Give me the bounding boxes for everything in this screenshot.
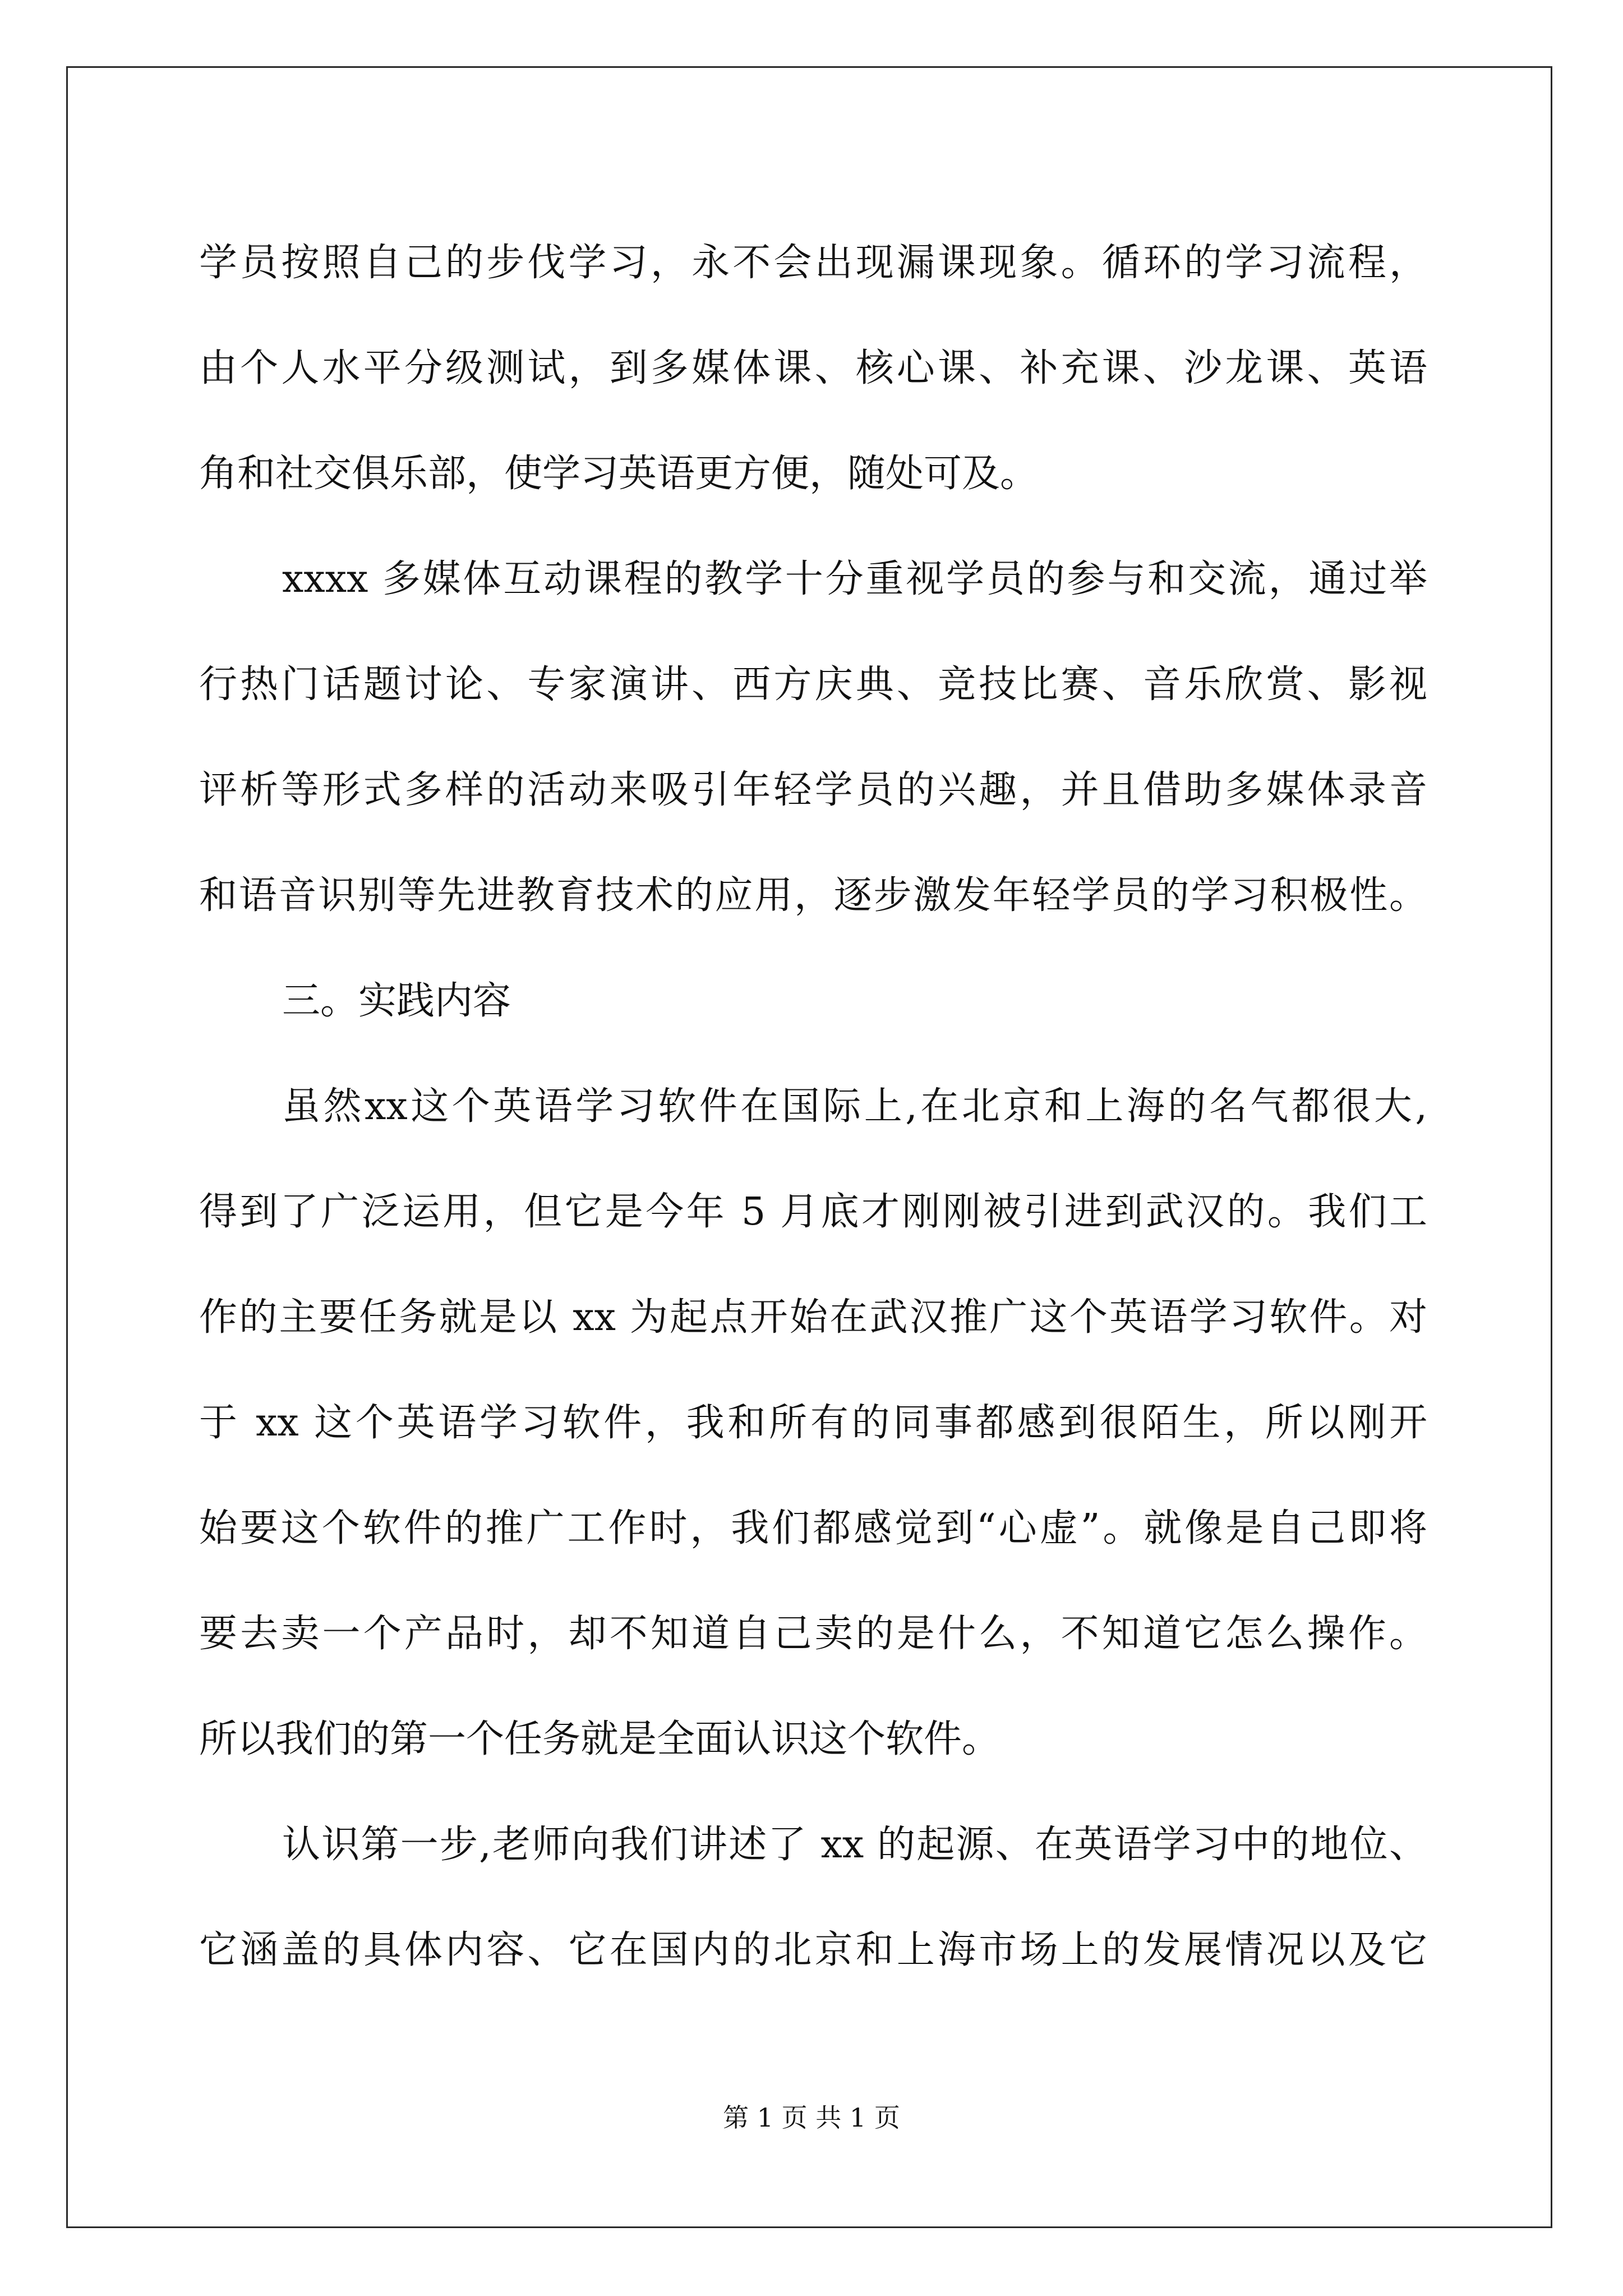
text-line-4: xxxx 多媒体互动课程的教学十分重视学员的参与和交流，通过举 [282, 557, 1428, 601]
text-line-10: 得到了广泛运用，但它是今年 5 月底才刚刚被引进到武汉的。我们工 [199, 1190, 1427, 1234]
text-line-5: 行热门话题讨论、专家演讲、西方庆典、竞技比赛、音乐欣赏、影视 [199, 662, 1427, 707]
text-line-14: 要去卖一个产品时，却不知道自己卖的是什么，不知道它怎么操作。 [199, 1612, 1427, 1656]
text-line-6: 评析等形式多样的活动来吸引年轻学员的兴趣，并且借助多媒体录音 [199, 768, 1427, 812]
text-line-1: 学员按照自己的步伐学习，永不会出现漏课现象。循环的学习流程， [199, 241, 1427, 285]
text-line-2: 由个人水平分级测试，到多媒体课、核心课、补充课、沙龙课、英语 [199, 346, 1427, 390]
text-line-15: 所以我们的第一个任务就是全面认识这个软件。 [199, 1717, 1000, 1761]
text-line-12: 于 xx 这个英语学习软件，我和所有的同事都感到很陌生，所以刚开 [199, 1401, 1427, 1445]
text-line-16: 认识第一步,老师向我们讲述了 xx 的起源、在英语学习中的地位、 [282, 1823, 1427, 1867]
text-line-9: 虽然xx这个英语学习软件在国际上,在北京和上海的名气都很大, [282, 1084, 1427, 1129]
text-line-7: 和语音识别等先进教育技术的应用，逐步激发年轻学员的学习积极性。 [199, 873, 1427, 918]
section-heading: 三。实践内容 [282, 979, 511, 1023]
page-number-footer: 第 1 页 共 1 页 [723, 2102, 900, 2133]
text-line-17: 它涵盖的具体内容、它在国内的北京和上海市场上的发展情况以及它 [199, 1928, 1427, 1972]
text-line-11: 作的主要任务就是以 xx 为起点开始在武汉推广这个英语学习软件。对 [199, 1295, 1427, 1340]
text-line-3: 角和社交俱乐部，使学习英语更方便，随处可及。 [199, 452, 1039, 496]
document-body [199, 210, 1427, 2003]
text-line-13: 始要这个软件的推广工作时，我们都感觉到“心虚”。就像是自己即将 [199, 1506, 1427, 1550]
